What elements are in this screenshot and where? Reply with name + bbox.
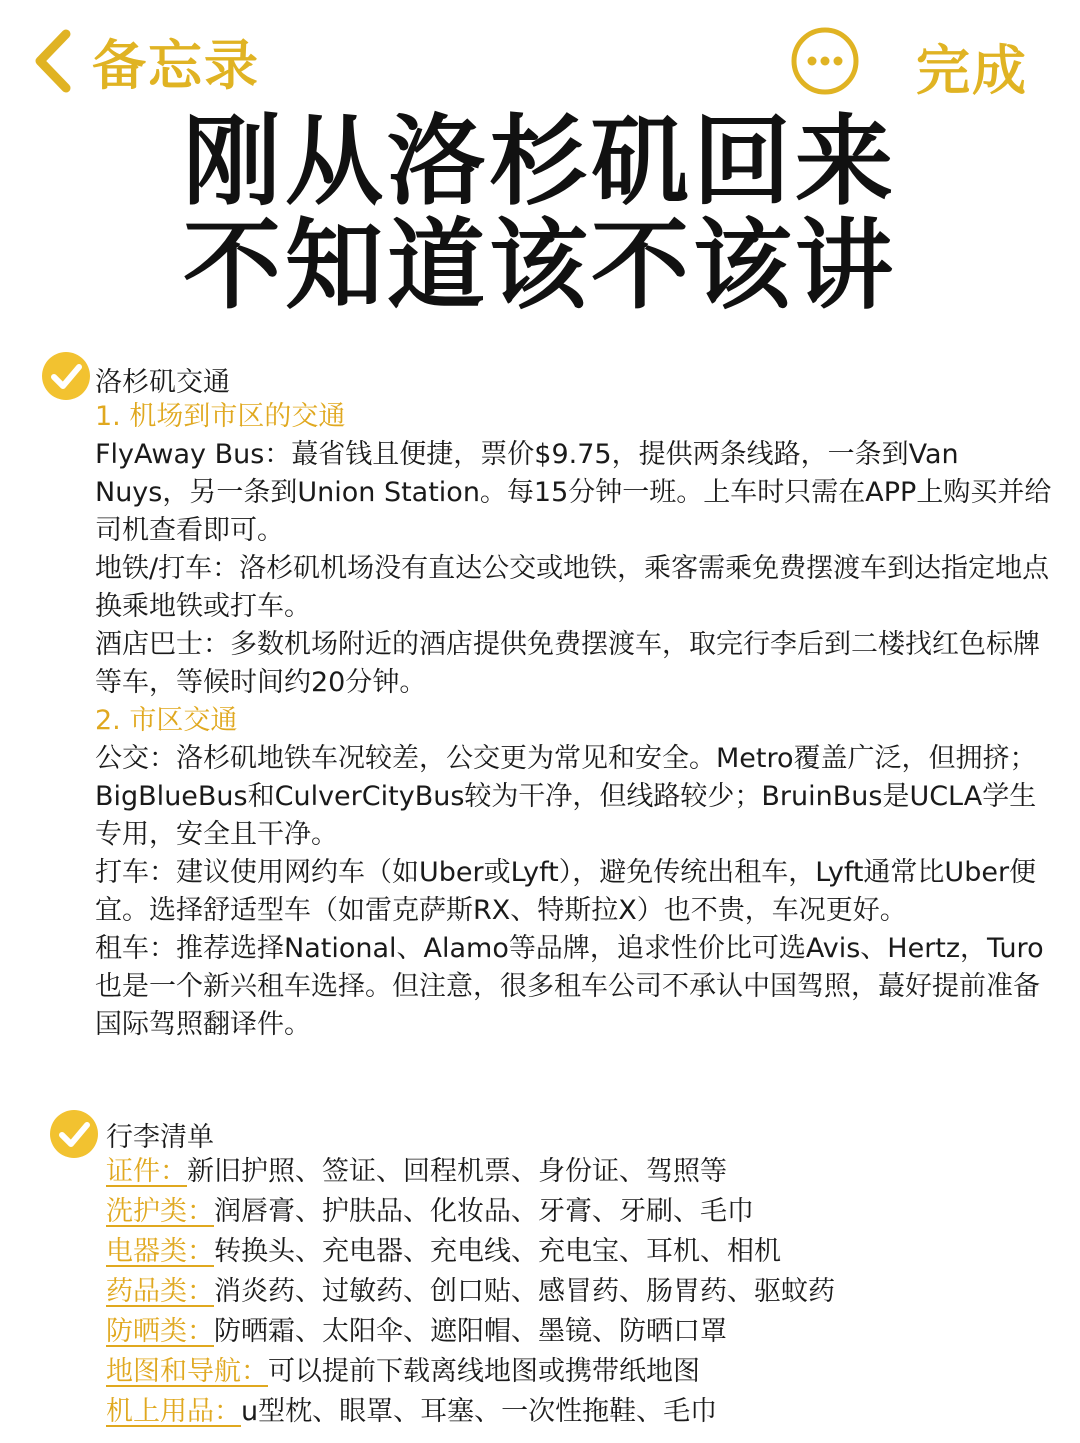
paragraph-rental: 租车：推荐选择National、Alamo等品牌，追求性价比可选Avis、Hertz，Turo也是一个新兴租车选择。但注意，很多租车公司不承认中国驾照，蕞好提前准备国际驾照翻译件。 xyxy=(95,933,1044,1040)
paragraph-bus: 公交：洛杉矶地铁车况较差，公交更为常见和安全。Metro覆盖广泛，但拥挤；BigBlueBus和CulverCityBus较为干净，但线路较少；BruinBus是UCLA学生专用，安全且干净。 xyxy=(95,743,1037,850)
list-item xyxy=(106,1352,1056,1392)
list-item xyxy=(106,1232,1056,1272)
subheading-city: 2. 市区交通 xyxy=(95,705,238,736)
list-item-key: 机上用品： xyxy=(106,1396,241,1427)
paragraph-rideshare: 打车：建议使用网约车（如Uber或Lyft），避免传统出租车，Lyft通常比Uber便宜。选择舒适型车（如雷克萨斯RX、特斯拉X）也不贵，车况更好。 xyxy=(95,857,1037,926)
list-item xyxy=(106,1152,1056,1192)
list-item-value: u型枕、眼罩、耳塞、一次性拖鞋、毛巾 xyxy=(241,1396,718,1427)
list-item-value: 转换头、充电器、充电线、充电宝、耳机、相机 xyxy=(214,1236,781,1267)
list-item-value: 消炎药、过敏药、创口贴、感冒药、肠胃药、驱蚊药 xyxy=(214,1276,835,1307)
section-title-traffic: 洛杉矶交通 xyxy=(95,367,230,398)
back-label: 备忘录 xyxy=(92,33,260,97)
list-item-key: 药品类： xyxy=(106,1276,214,1307)
list-item xyxy=(106,1392,1056,1432)
list-item-key: 电器类： xyxy=(106,1236,214,1267)
more-button[interactable] xyxy=(790,26,860,96)
section-title-packing: 行李清单 xyxy=(106,1122,214,1153)
nav-bar xyxy=(0,0,1080,110)
traffic-content xyxy=(95,398,1057,1044)
back-button[interactable] xyxy=(30,26,260,96)
packing-list xyxy=(106,1152,1056,1432)
paragraph-hotel-bus: 酒店巴士：多数机场附近的酒店提供免费摆渡车，取完行李后到二楼找红色标牌等车，等候时间约20分钟。 xyxy=(95,629,1040,698)
list-item-key: 地图和导航： xyxy=(106,1356,268,1387)
list-item-key: 防晒类： xyxy=(106,1316,214,1347)
list-item xyxy=(106,1192,1056,1232)
headline xyxy=(0,105,1080,323)
more-dots-icon xyxy=(790,26,860,96)
headline-line-1: 刚从洛杉矶回来 xyxy=(182,105,897,219)
list-item-value: 可以提前下载离线地图或携带纸地图 xyxy=(268,1356,700,1387)
list-item xyxy=(106,1272,1056,1312)
check-circle-icon xyxy=(48,1108,100,1160)
headline-line-2: 不知道该不该讲 xyxy=(182,209,897,323)
paragraph-flyaway: FlyAway Bus：蕞省钱且便捷，票价$9.75，提供两条线路，一条到Van Nuys，另一条到Union Station。每15分钟一班。上车时只需在APP上购买并给司机查看即可。 xyxy=(95,439,1052,546)
list-item-value: 新旧护照、签证、回程机票、身份证、驾照等 xyxy=(187,1156,727,1187)
paragraph-metro-taxi: 地铁/打车：洛杉矶机场没有直达公交或地铁，乘客需乘免费摆渡车到达指定地点换乘地铁或打车。 xyxy=(95,553,1050,622)
list-item xyxy=(106,1312,1056,1352)
done-button[interactable]: 完成 xyxy=(916,39,1028,102)
list-item-key: 证件： xyxy=(106,1156,187,1187)
subheading-airport: 1. 机场到市区的交通 xyxy=(95,401,346,432)
check-circle-icon xyxy=(40,350,92,402)
list-item-value: 防晒霜、太阳伞、遮阳帽、墨镜、防晒口罩 xyxy=(214,1316,727,1347)
list-item-key: 洗护类： xyxy=(106,1196,214,1227)
list-item-value: 润唇膏、护肤品、化妆品、牙膏、牙刷、毛巾 xyxy=(214,1196,754,1227)
chevron-left-icon xyxy=(30,28,74,94)
